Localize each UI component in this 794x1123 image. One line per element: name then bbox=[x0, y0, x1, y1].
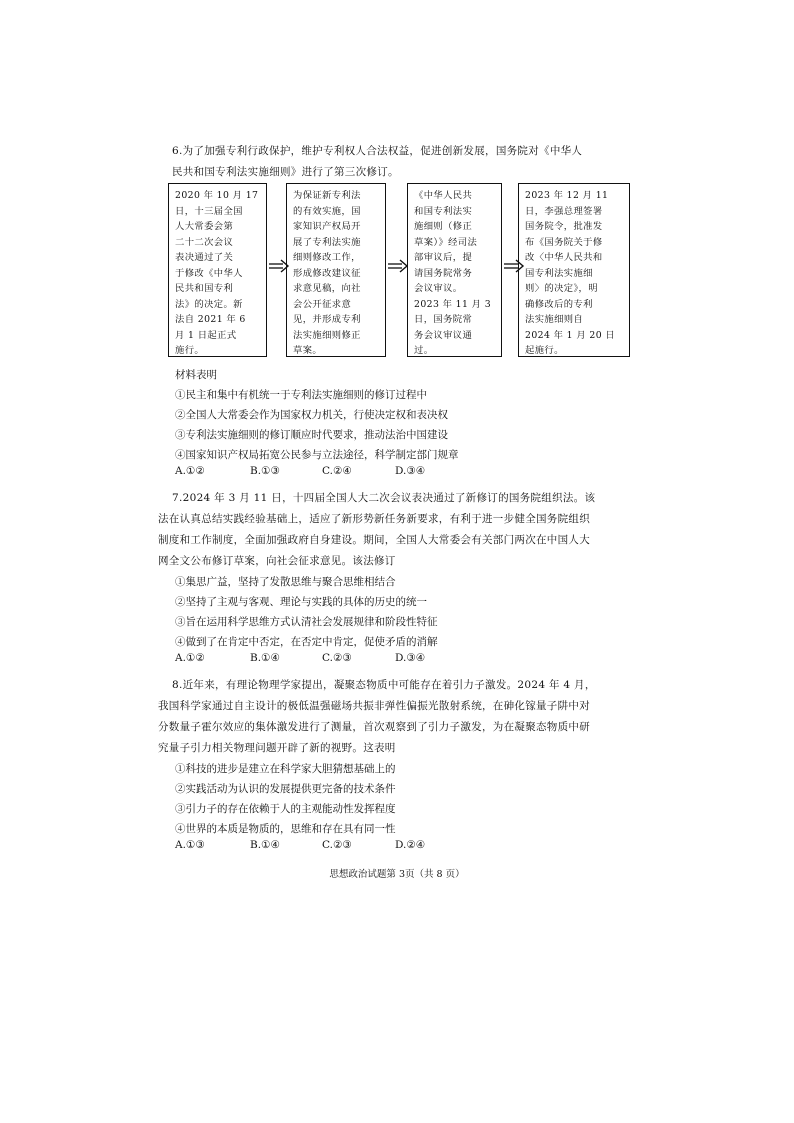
q8-stem-line-3: 分数量子霍尔效应的集体激发进行了测量，首次观察到了引力子激发，为在凝聚态物质中研 bbox=[158, 721, 590, 733]
box1-line: 于修改《中华人 bbox=[175, 267, 243, 279]
box3-line: 草案）》经司法 bbox=[414, 236, 478, 248]
box2-line: 会公开征求意 bbox=[293, 298, 352, 310]
box3-line: 2023 年 11 月 3 bbox=[414, 298, 492, 310]
box3-line: 务会议审议通 bbox=[414, 329, 473, 341]
q7-option-1: ①集思广益，坚持了发散思维与聚合思维相结合 bbox=[175, 576, 396, 588]
box3-line: 会议审议。 bbox=[414, 283, 463, 294]
q7-stem-line-4: 网全文公布修订草案，向社会征求意见。该法修订 bbox=[158, 555, 396, 567]
q7-choice-d: D.③④ bbox=[395, 652, 426, 664]
box4-line: 2023 年 12 月 11 bbox=[525, 190, 609, 201]
box4-line: 起施行。 bbox=[525, 345, 564, 356]
q8-choice-b: B.①④ bbox=[250, 839, 280, 851]
box1-line: 施行。 bbox=[175, 345, 205, 356]
flow-box-1 bbox=[168, 183, 267, 357]
q6-choice-d: D.③④ bbox=[395, 465, 426, 477]
q7-choice-b: B.①④ bbox=[250, 652, 280, 664]
box4-line: 则〉的决定》，明 bbox=[525, 283, 598, 294]
box4-line: 国务院令，批准发 bbox=[525, 221, 603, 232]
box2-line: 求意见稿，向社 bbox=[293, 283, 361, 294]
box1-line: 日，十三届全国 bbox=[175, 205, 243, 217]
box2-line: 家知识产权局开 bbox=[293, 221, 361, 232]
box1-line: 民共和国专利 bbox=[175, 283, 234, 294]
q6-option-4: ④国家知识产权局拓宽公民参与立法途径，科学制定部门规章 bbox=[175, 449, 459, 461]
q8-choice-d: D.②④ bbox=[395, 839, 426, 851]
q6-stem bbox=[172, 141, 622, 183]
q6-option-2: ②全国人大常委会作为国家权力机关，行使决定权和表决权 bbox=[175, 409, 448, 421]
box2-line: 法实施细则修正 bbox=[293, 329, 361, 341]
flow-box-2 bbox=[286, 183, 386, 357]
box2-line: 展了专利法实施 bbox=[293, 236, 361, 248]
box4-line: 国专利法实施细 bbox=[525, 267, 593, 279]
q6-stem-line-2: 民共和国专利法实施细则》进行了第三次修订。 bbox=[172, 166, 399, 178]
q8-option-3: ③引力子的存在依赖于人的主观能动性发挥程度 bbox=[175, 803, 396, 815]
q7-option-4: ④做到了在肯定中否定，在否定中肯定，促使矛盾的消解 bbox=[175, 636, 438, 648]
q8-option-4: ④世界的本质是物质的，思维和存在具有同一性 bbox=[175, 823, 396, 835]
box2-line: 为保证新专利法 bbox=[293, 190, 361, 201]
box1-line: 二十二次会议 bbox=[175, 236, 234, 248]
q6-choice-b: B.①③ bbox=[250, 465, 280, 477]
q7-option-2: ②坚持了主观与客观、理论与实践的具体的历史的统一 bbox=[175, 596, 427, 608]
box3-line: 日，国务院常 bbox=[414, 314, 473, 325]
box4-line: 日，李强总理签署 bbox=[525, 205, 603, 217]
box4-line: 布《国务院关于修 bbox=[525, 236, 603, 248]
box2-line: 细则修改工作， bbox=[293, 252, 361, 263]
box1-line: 月 1 日起正式 bbox=[175, 329, 237, 341]
flow-box-4 bbox=[518, 183, 630, 357]
q7-stem-line-1: 7.2024 年 3 月 11 日，十四届全国人大二次会议表决通过了新修订的国务院组织法。该 bbox=[172, 492, 596, 504]
q6-flow-diagram bbox=[168, 183, 630, 361]
q8-stem bbox=[158, 675, 622, 759]
page-footer: 思想政治试题第 3页（共 8 页） bbox=[329, 869, 465, 880]
box2-line: 草案。 bbox=[293, 345, 323, 356]
q6-lead: 材料表明 bbox=[175, 369, 217, 381]
q6-option-1: ①民主和集中有机统一于专利法实施细则的修订过程中 bbox=[175, 389, 427, 401]
box1-line: 人大常委会第 bbox=[175, 221, 234, 232]
box3-line: 过。 bbox=[414, 345, 434, 356]
q7-choice-c: C.②③ bbox=[322, 652, 352, 664]
box1-line: 表决通过了关 bbox=[175, 252, 234, 263]
q7-stem-line-2: 法在认真总结实践经验基础上，适应了新形势新任务新要求，有利于进一步健全国务院组织 bbox=[158, 513, 590, 525]
box3-line: 和国专利法实 bbox=[414, 205, 473, 217]
q6-choice-c: C.②④ bbox=[322, 465, 352, 477]
box2-line: 形成修改建议征 bbox=[293, 267, 361, 279]
box4-line: 确修改后的专利 bbox=[525, 298, 593, 310]
q8-option-1: ①科技的进步是建立在科学家大胆猜想基础上的 bbox=[175, 763, 396, 775]
box1-line: 法自 2021 年 6 bbox=[175, 314, 246, 325]
q8-option-2: ②实践活动为认识的发展提供更完备的技术条件 bbox=[175, 783, 396, 795]
box3-line: 《中华人民共 bbox=[414, 190, 473, 201]
q7-stem bbox=[158, 488, 622, 572]
q6-stem-line-1: 6.为了加强专利行政保护，维护专利权人合法权益，促进创新发展，国务院对《中华人 bbox=[172, 145, 583, 157]
q7-choice-a: A.①② bbox=[175, 652, 205, 664]
box1-line: 法》的决定。新 bbox=[175, 298, 243, 310]
box4-line: 法实施细则自 bbox=[525, 314, 584, 325]
q7-options bbox=[175, 572, 438, 652]
box3-line: 部审议后，提 bbox=[414, 252, 473, 263]
q8-choice-c: C.②③ bbox=[322, 839, 352, 851]
q8-stem-line-1: 8.近年来，有理论物理学家提出，凝聚态物质中可能存在着引力子激发。2024 年 4 月， bbox=[172, 679, 596, 691]
q6-options bbox=[175, 365, 459, 465]
q8-choice-a: A.①③ bbox=[175, 839, 205, 851]
flow-box-3 bbox=[407, 183, 502, 357]
q8-options bbox=[175, 759, 396, 839]
box3-line: 请国务院常务 bbox=[414, 267, 473, 279]
q8-stem-line-2: 我国科学家通过自主设计的极低温强磁场共振非弹性偏振光散射系统，在砷化镓量子阱中对 bbox=[158, 700, 590, 712]
q7-option-3: ③旨在运用科学思维方式认清社会发展规律和阶段性特征 bbox=[175, 616, 438, 628]
q6-choice-a: A.①② bbox=[175, 465, 205, 477]
q8-stem-line-4: 究量子引力相关物理问题开辟了新的视野。这表明 bbox=[158, 742, 396, 754]
box4-line: 2024 年 1 月 20 日 bbox=[525, 329, 616, 341]
q7-stem-line-3: 制度和工作制度，全面加强政府自身建设。期间，全国人大常委会有关部门两次在中国人大 bbox=[158, 534, 590, 546]
right-arrow-icon bbox=[387, 259, 409, 273]
box3-line: 施细则（修正 bbox=[414, 221, 473, 232]
box1-line: 2020 年 10 月 17 bbox=[175, 190, 259, 201]
box2-line: 见，并形成专利 bbox=[293, 314, 361, 325]
box2-line: 的有效实施，国 bbox=[293, 205, 361, 217]
q6-option-3: ③专利法实施细则的修订顺应时代要求，推动法治中国建设 bbox=[175, 429, 448, 441]
box4-line: 改〈中华人民共和 bbox=[525, 252, 603, 263]
